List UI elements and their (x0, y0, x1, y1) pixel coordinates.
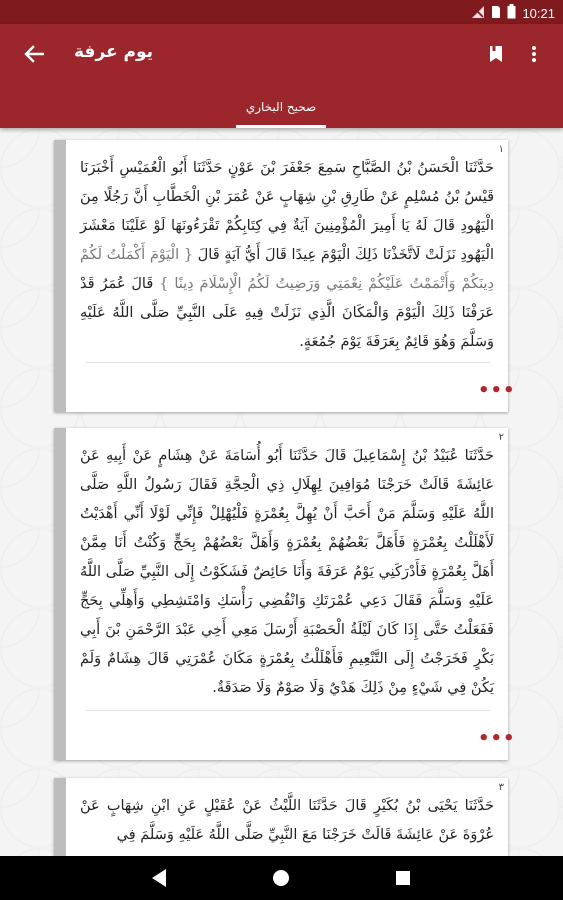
hadith-text (80, 154, 494, 357)
card-divider (86, 362, 490, 363)
hadith-body: حَدَّثَنَا الْحَسَنُ بْنُ الصَّبَّاحِ سَمِعَ جَعْفَرَ بْنَ عَوْنٍ حَدَّثَنَا أَبُو الْعُمَيْسِ أَخْبَرَنَا قَيْسُ بْنُ مُسْلِمٍ عَنْ طَارِقِ بْنِ شِهَابٍ عَنْ عُمَرَ بْنِ الْخَطَّابِ أَنَّ رَجُلًا مِنَ الْيَهُودِ قَالَ لَهُ يَا أَمِيرَ الْمُؤْمِنِينَ آيَةٌ فِي كِتَابِكُمْ تَقْرَءُونَهَا لَوْ عَلَيْنَا مَعْشَرَ الْيَهُودِ نَزَلَتْ لَاتَّخَذْنَا ذَلِكَ الْيَوْمَ عِيدًا قَالَ أَيُّ آيَةٍ قَالَ (80, 160, 494, 263)
battery-icon (507, 4, 516, 23)
card-divider (86, 710, 490, 711)
more-options-button[interactable]: ••• (478, 728, 516, 749)
more-vert-icon (531, 45, 537, 63)
quran-quote: { الْيَوْمَ أَكْمَلْتُ لَكُمْ دِينَكُمْ وَأَتْمَمْتُ عَلَيْكُمْ نِعْمَتِي وَرَضِيتُ لَكُمُ الْإِسْلَامَ دِينًا } (80, 247, 494, 292)
tab-indicator (236, 125, 326, 128)
card-stripe (54, 428, 66, 760)
bookmark-button[interactable] (484, 40, 508, 68)
hadith-number: ٢ (498, 432, 504, 443)
tab-sahih-bukhari[interactable] (236, 94, 326, 128)
sim-icon (491, 5, 501, 23)
arrow-back-icon (24, 44, 44, 64)
back-button[interactable] (20, 40, 48, 68)
status-time: 10:21 (522, 6, 555, 21)
nav-recents-button[interactable] (395, 870, 411, 890)
signal-off-icon (471, 5, 485, 23)
status-bar (0, 0, 563, 24)
hadith-number: ٣ (498, 782, 504, 793)
card-stripe (54, 140, 66, 412)
nav-home-button[interactable] (272, 869, 290, 891)
hadith-card-1[interactable] (54, 140, 516, 412)
app-bar (0, 24, 563, 128)
nav-back-button[interactable] (150, 868, 168, 892)
system-nav-bar (0, 856, 563, 900)
more-options-button[interactable]: ••• (478, 380, 516, 401)
bookmark-icon (489, 45, 503, 63)
overflow-menu-button[interactable] (524, 40, 544, 68)
hadith-card-2[interactable] (54, 428, 516, 760)
hadith-text: حَدَّثَنَا يَحْيَى بْنُ بُكَيْرٍ قَالَ حَدَّثَنَا اللَّيْثُ عَنْ عُقَيْلٍ عَنِ ابْنِ شِهَابٍ عَنْ عُرْوَةَ عَنْ عَائِشَةَ قَالَتْ خَرَجْنَا مَعَ النَّبِيِّ صَلَّى اللَّهُ عَلَيْهِ وَسَلَّمَ فِي (80, 798, 494, 843)
hadith-text: حَدَّثَنَا عُبَيْدُ بْنُ إِسْمَاعِيلَ قَالَ حَدَّثَنَا أَبُو أُسَامَةَ عَنْ هِشَامٍ عَنْ أَبِيهِ عَنْ عَائِشَةَ قَالَتْ خَرَجْنَا مُوَافِينَ لِهِلَالِ ذِي الْحِجَّةِ فَقَالَ رَسُولُ اللَّهِ صَلَّى اللَّهُ عَلَيْهِ وَسَلَّمَ مَنْ أَحَبَّ أَنْ يُهِلَّ بِعُمْرَةٍ فَلْيُهْلِلْ فَإِنِّي لَوْلَا أَنِّي أَهْدَيْتُ لَأَهْلَلْتُ بِعُمْرَةٍ فَأَهَلَّ بَعْضُهُمْ بِعُمْرَةٍ وَأَهَلَّ بَعْضُهُمْ بِحَجٍّ وَكُنْتُ أَنَا مِمَّنْ أَهَلَّ بِعُمْرَةٍ فَأَدْرَكَنِي يَوْمُ عَرَفَةَ وَأَنَا حَائِضٌ فَشَكَوْتُ إِلَى النَّبِيِّ صَلَّى اللَّهُ عَلَيْهِ وَسَلَّمَ فَقَالَ دَعِي عُمْرَتَكِ وَانْقُضِي رَأْسَكِ وَامْتَشِطِي وَأَهِلِّي بِحَجٍّ فَفَعَلْتُ حَتَّى إِذَا كَانَ لَيْلَةُ الْحَصْبَةِ أَرْسَلَ مَعِي أَخِي عَبْدَ الرَّحْمَنِ بْنَ أَبِي بَكْرٍ فَخَرَجْتُ إِلَى التَّنْعِيمِ فَأَهْلَلْتُ بِعُمْرَةٍ مَكَانَ عُمْرَتِي قَالَ هِشَامٌ وَلَمْ يَكُنْ فِي شَيْءٍ مِنْ ذَلِكَ هَدْيٌ وَلَا صَوْمٌ وَلَا صَدَقَةٌ. (80, 448, 494, 696)
circle-home-icon (272, 869, 290, 887)
square-recents-icon (395, 870, 411, 886)
tab-label: صحيح البخاري (245, 100, 317, 114)
triangle-back-icon (150, 868, 168, 888)
page-title: يوم عرفة (74, 42, 154, 62)
hadith-number: ١ (498, 144, 504, 155)
hadith-body-cont: قَالَ عُمَرُ قَدْ عَرَفْنَا ذَلِكَ الْيَوْمَ وَالْمَكَانَ الَّذِي نَزَلَتْ فِيهِ عَلَى النَّبِيِّ صَلَّى اللَّهُ عَلَيْهِ وَسَلَّمَ وَهُوَ قَائِمٌ بِعَرَفَةَ يَوْمَ جُمُعَةٍ. (80, 276, 494, 350)
